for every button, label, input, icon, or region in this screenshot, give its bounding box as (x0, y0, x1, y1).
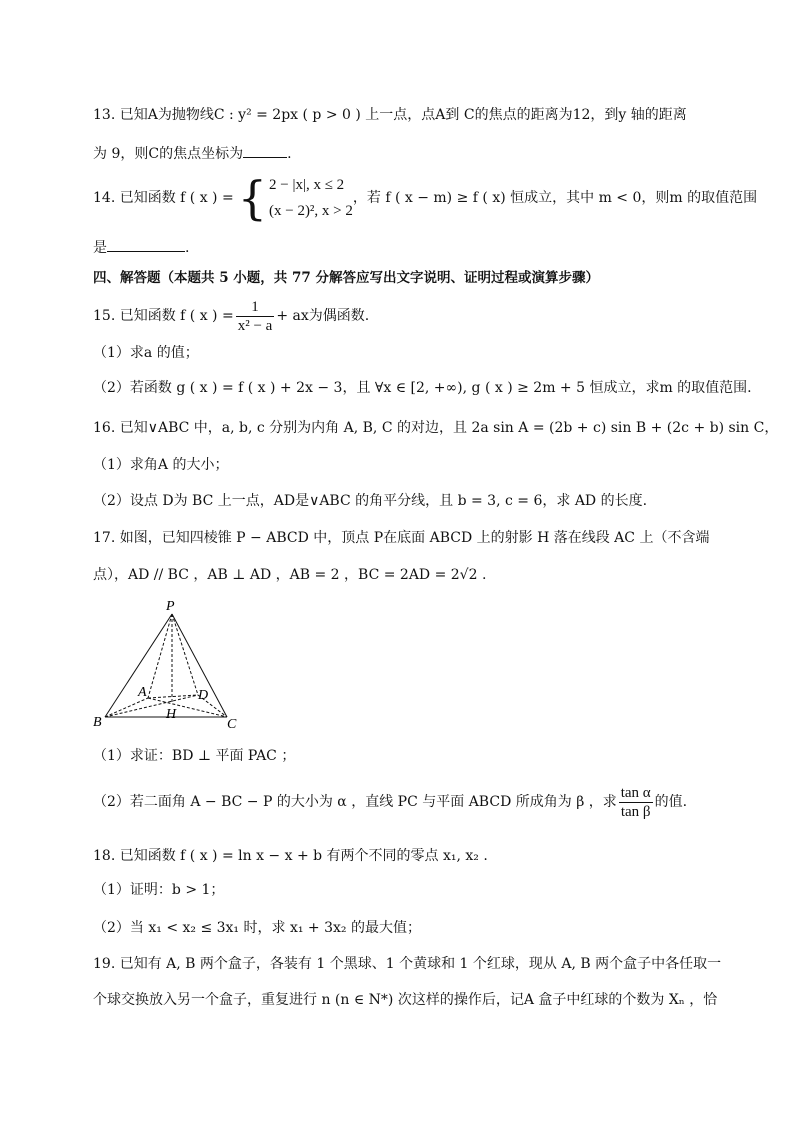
q17-part2 (93, 782, 687, 822)
label-h: H (166, 707, 177, 722)
q14-piecewise (269, 172, 353, 224)
q17-part1: （1）求证：BD ⊥ 平面 PAC ； (93, 748, 296, 764)
q13-line2-text: 为 9，则C的焦点坐标为 (93, 146, 244, 162)
q19-line1: 19. 已知有 A, B 两个盒子，各装有 1 个黑球、1 个黄球和 1 个红球，现从 A, B 两个盒子中各任取一 (93, 956, 722, 972)
q16-line1: 16. 已知∨ABC 中，a, b, c 分别为内角 A, B, C 的对边，且 2a sin A = (2b + c) sin B + (2c + b) sin C， (93, 420, 779, 436)
q17-line2: 点），AD // BC ，AB ⊥ AD ，AB = 2 ，BC = 2AD = 2√2 . (93, 567, 487, 583)
q15-line1 (93, 296, 369, 336)
q14-line2 (93, 237, 189, 258)
q15-frac-den: x² − a (237, 317, 273, 334)
q18-line1: 18. 已知函数 f ( x ) = ln x − x + b 有两个不同的零点 x₁, x₂ . (93, 848, 488, 864)
label-b: B (93, 715, 102, 730)
q13-line1: 13. 已知A为抛物线C : y² = 2px ( p > 0 ) 上一点，点A到 C的焦点的距离为12，到y 轴的距离 (93, 107, 687, 123)
q15-suffix: + ax为偶函数. (276, 308, 370, 324)
q17-part2-text: （2）若二面角 A − BC − P 的大小为 α ，直线 PC 与平面 ABCD 所成角为 β ，求 (93, 794, 617, 810)
q14-line2-end: . (185, 240, 190, 256)
q17-frac-den: tan β (620, 803, 651, 820)
q14-prefix: 14. 已知函数 f ( x ) = (93, 190, 234, 206)
q15-part2: （2）若函数 g ( x ) = f ( x ) + 2x − 3，且 ∀x ∈ [2, +∞), g ( x ) ≥ 2m + 5 恒成立，求m 的取值范围. (93, 380, 752, 396)
q14-case1: 2 − |x|, x ≤ 2 (268, 177, 345, 193)
label-a: A (138, 685, 147, 700)
q17-part2-end: 的值. (654, 794, 688, 810)
q14-brace: { (237, 171, 267, 225)
q16-part2: （2）设点 D为 BC 上一点，AD是∨ABC 的角平分线，且 b = 3, c = 6，求 AD 的长度. (93, 493, 648, 509)
q17-fraction (619, 784, 653, 821)
section-four-heading: 四、解答题（本题共 5 小题，共 77 分解答应写出文字说明、证明过程或演算步骤） (93, 270, 599, 286)
q13-line2 (93, 143, 292, 164)
q17-line1: 17. 如图，已知四棱锥 P − ABCD 中，顶点 P在底面 ABCD 上的射影 H 落在线段 AC 上（不含端 (93, 530, 710, 546)
q14-answer-blank (107, 237, 185, 252)
q17-frac-num: tan α (620, 784, 651, 801)
edge-pa (148, 614, 172, 698)
edge-bd (105, 695, 198, 717)
q13-line2-end: . (287, 146, 292, 162)
q14-case2: (x − 2)², x > 2 (268, 203, 353, 219)
q15-frac-num: 1 (236, 298, 275, 317)
q18-part2: （2）当 x₁ < x₂ ≤ 3x₁ 时，求 x₁ + 3x₂ 的最大值； (93, 920, 421, 936)
label-c: C (227, 717, 237, 732)
q15-prefix: 15. 已知函数 f ( x ) = (93, 308, 234, 324)
q17-pyramid-figure (88, 596, 248, 732)
q15-part1: （1）求a 的值； (93, 345, 199, 361)
q15-fraction (236, 298, 275, 335)
q16-part1: （1）求角A 的大小； (93, 457, 229, 473)
label-p: P (166, 599, 175, 614)
q19-line2: 个球交换放入另一个盒子，重复进行 n (n ∈ N*) 次这样的操作后，记A 盒子中红球的个数为 Xₙ ，恰 (93, 992, 718, 1008)
label-d: D (198, 688, 209, 703)
edge-pb (105, 614, 172, 717)
q18-part1: （1）证明：b > 1； (93, 882, 225, 898)
q14-condition: ，若 f ( x − m) ≥ f ( x) 恒成立，其中 m < 0，则m 的取值范围 (352, 190, 758, 206)
q14-line1 (93, 172, 757, 224)
q13-answer-blank (243, 143, 287, 158)
q14-line2-text: 是 (93, 240, 107, 256)
